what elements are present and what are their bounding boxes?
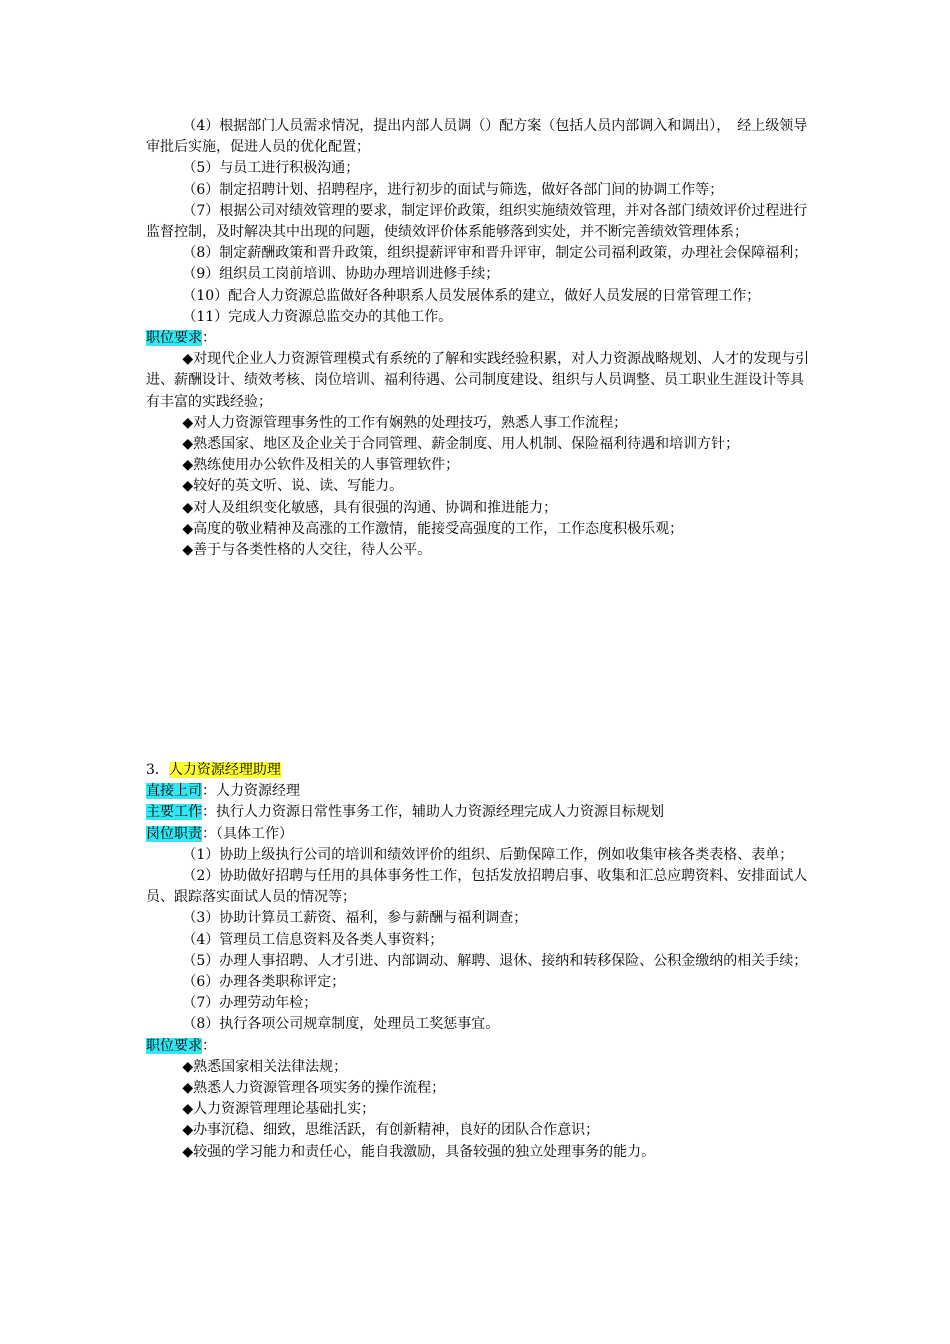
requirement-item: ◆熟悉国家相关法律法规； — [182, 1058, 348, 1075]
requirement-item: ◆较好的英文听、说、读、写能力。 — [182, 478, 404, 495]
requirement-item: ◆对人及组织变化敏感，具有很强的沟通、协调和推进能力； — [182, 499, 558, 516]
requirement-item: ◆人力资源管理理论基础扎实； — [182, 1101, 376, 1118]
duty-item: （2）协助做好招聘与任用的具体事务性工作，包括发放招聘启事、收集和汇总应聘资料、安排面试人员、跟踪落实面试人员的情况等； — [146, 868, 808, 906]
requirement-item: ◆对现代企业人力资源管理模式有系统的了解和实践经验积累，对人力资源战略规划、人才的发现与引进、薪酬设计、绩效考核、岗位培训、福利待遇、公司制度建设、组织与人员调整、员工职业生涯设计等具有丰富的实践经验； — [146, 351, 810, 410]
main-work-line — [146, 802, 816, 823]
requirement-item: ◆高度的敬业精神及高涨的工作激情，能接受高强度的工作，工作态度积极乐观； — [182, 520, 684, 537]
requirements-label: 职位要求 — [146, 330, 202, 347]
supervisor-line — [146, 781, 816, 802]
duty-item: （6）办理各类职称评定； — [182, 974, 346, 991]
duty-item: （8）执行各项公司规章制度，处理员工奖惩事宜。 — [182, 1016, 500, 1033]
duty-item: （8）制定薪酬政策和晋升政策，组织提薪评审和晋升评审，制定公司福利政策，办理社会保障福利； — [182, 245, 808, 262]
duty-item: （6）制定招聘计划、招聘程序，进行初步的面试与筛选，做好各部门间的协调工作等； — [182, 181, 724, 198]
requirements-colon: ： — [202, 1037, 216, 1054]
section-top — [146, 116, 816, 561]
supervisor-label: 直接上司 — [146, 783, 202, 800]
duty-item: （4）根据部门人员需求情况，提出内部人员调（）配方案（包括人员内部调入和调出）， 经上级领导审批后实施，促进人员的优化配置； — [146, 118, 808, 156]
duty-item: （5）办理人事招聘、人才引进、内部调动、解聘、退休、接纳和转移保险、公积金缴纳的相关手续； — [182, 952, 808, 969]
main-work-label: 主要工作 — [146, 804, 202, 821]
section-title — [146, 760, 816, 781]
requirement-item: ◆熟练使用办公软件及相关的人事管理软件； — [182, 457, 460, 474]
requirements-heading — [146, 1036, 816, 1057]
requirement-item: ◆办事沉稳、细致，思维活跃，有创新精神，良好的团队合作意识； — [182, 1122, 600, 1139]
requirements-label: 职位要求 — [146, 1037, 202, 1054]
section-title-text: 人力资源经理助理 — [168, 762, 281, 778]
section-number: 3． — [146, 762, 169, 778]
requirements-heading — [146, 328, 816, 349]
requirements-colon: ： — [202, 330, 216, 347]
supervisor-value: ：人力资源经理 — [202, 783, 300, 800]
section-3 — [146, 760, 816, 1163]
main-work-value: ：执行人力资源日常性事务工作，辅助人力资源经理完成人力资源目标规划 — [202, 804, 664, 821]
duty-item: （5）与员工进行积极沟通； — [182, 160, 360, 177]
duty-item: （7）办理劳动年检； — [182, 995, 318, 1012]
requirement-item: ◆较强的学习能力和责任心，能自我激励，具备较强的独立处理事务的能力。 — [182, 1143, 656, 1160]
duty-line — [146, 824, 816, 845]
requirement-item: ◆善于与各类性格的人交往，待人公平。 — [182, 542, 432, 559]
duty-item: （1）协助上级执行公司的培训和绩效评价的组织、后勤保障工作，例如收集审核各类表格、表单； — [182, 846, 794, 863]
duty-item: （9）组织员工岗前培训、协助办理培训进修手续； — [182, 266, 500, 283]
duty-item: （10）配合人力资源总监做好各种职系人员发展体系的建立，做好人员发展的日常管理工作； — [182, 287, 761, 304]
duty-item: （3）协助计算员工薪资、福利，参与薪酬与福利调查； — [182, 910, 528, 927]
requirement-item: ◆熟悉人力资源管理各项实务的操作流程； — [182, 1080, 446, 1097]
duty-label: 岗位职责 — [146, 825, 202, 842]
requirement-item: ◆对人力资源管理事务性的工作有娴熟的处理技巧，熟悉人事工作流程； — [182, 414, 628, 431]
duty-item: （7）根据公司对绩效管理的要求，制定评价政策，组织实施绩效管理，并对各部门绩效评价过程进行监督控制，及时解决其中出现的问题，使绩效评价体系能够落到实处，并不断完善绩效管理体系； — [146, 202, 808, 241]
requirement-item: ◆熟悉国家、地区及企业关于合同管理、薪金制度、用人机制、保险福利待遇和培训方针； — [182, 436, 740, 453]
duty-value: ：（具体工作） — [202, 825, 293, 842]
duty-item: （4）管理员工信息资料及各类人事资料； — [182, 931, 444, 948]
duty-item: （11）完成人力资源总监交办的其他工作。 — [182, 308, 453, 325]
